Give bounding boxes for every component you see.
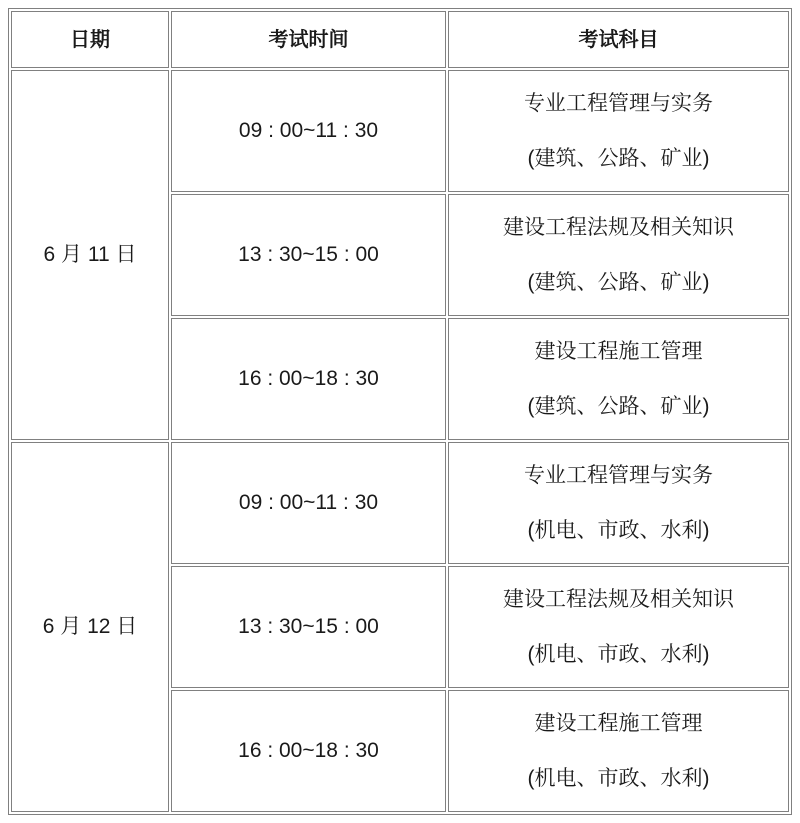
time-cell: 16 : 00~18 : 30	[171, 318, 446, 440]
subject-name: 建设工程法规及相关知识	[503, 588, 734, 611]
date-cell-jun-11: 6 月 11 日	[11, 70, 169, 440]
subject-stack	[449, 319, 788, 439]
header-cell-subject: 考试科目	[448, 11, 789, 68]
time-cell: 09 : 00~11 : 30	[171, 70, 446, 192]
subject-name: 专业工程管理与实务	[524, 464, 713, 487]
subject-cell	[448, 70, 789, 192]
subject-majors: (建筑、公路、矿业)	[527, 147, 710, 170]
subject-name: 专业工程管理与实务	[524, 92, 713, 115]
subject-stack	[449, 71, 788, 191]
exam-schedule-table	[8, 8, 792, 815]
table-row	[11, 442, 789, 564]
subject-cell	[448, 318, 789, 440]
time-cell: 13 : 30~15 : 00	[171, 194, 446, 316]
header-cell-date: 日期	[11, 11, 169, 68]
subject-name: 建设工程法规及相关知识	[503, 216, 734, 239]
subject-cell	[448, 442, 789, 564]
subject-stack	[449, 567, 788, 687]
subject-cell	[448, 566, 789, 688]
subject-stack	[449, 195, 788, 315]
subject-majors: (建筑、公路、矿业)	[527, 395, 710, 418]
subject-name: 建设工程施工管理	[534, 712, 703, 735]
subject-majors: (机电、市政、水利)	[527, 519, 710, 542]
time-cell: 13 : 30~15 : 00	[171, 566, 446, 688]
subject-majors: (建筑、公路、矿业)	[527, 271, 710, 294]
subject-name: 建设工程施工管理	[534, 340, 703, 363]
subject-cell	[448, 690, 789, 812]
header-cell-time: 考试时间	[171, 11, 446, 68]
subject-majors: (机电、市政、水利)	[527, 643, 710, 666]
date-cell-jun-12: 6 月 12 日	[11, 442, 169, 812]
subject-stack	[449, 691, 788, 811]
table-row	[11, 70, 789, 192]
time-cell: 09 : 00~11 : 30	[171, 442, 446, 564]
header-row	[11, 11, 789, 68]
time-cell: 16 : 00~18 : 30	[171, 690, 446, 812]
subject-cell	[448, 194, 789, 316]
subject-stack	[449, 443, 788, 563]
subject-majors: (机电、市政、水利)	[527, 767, 710, 790]
